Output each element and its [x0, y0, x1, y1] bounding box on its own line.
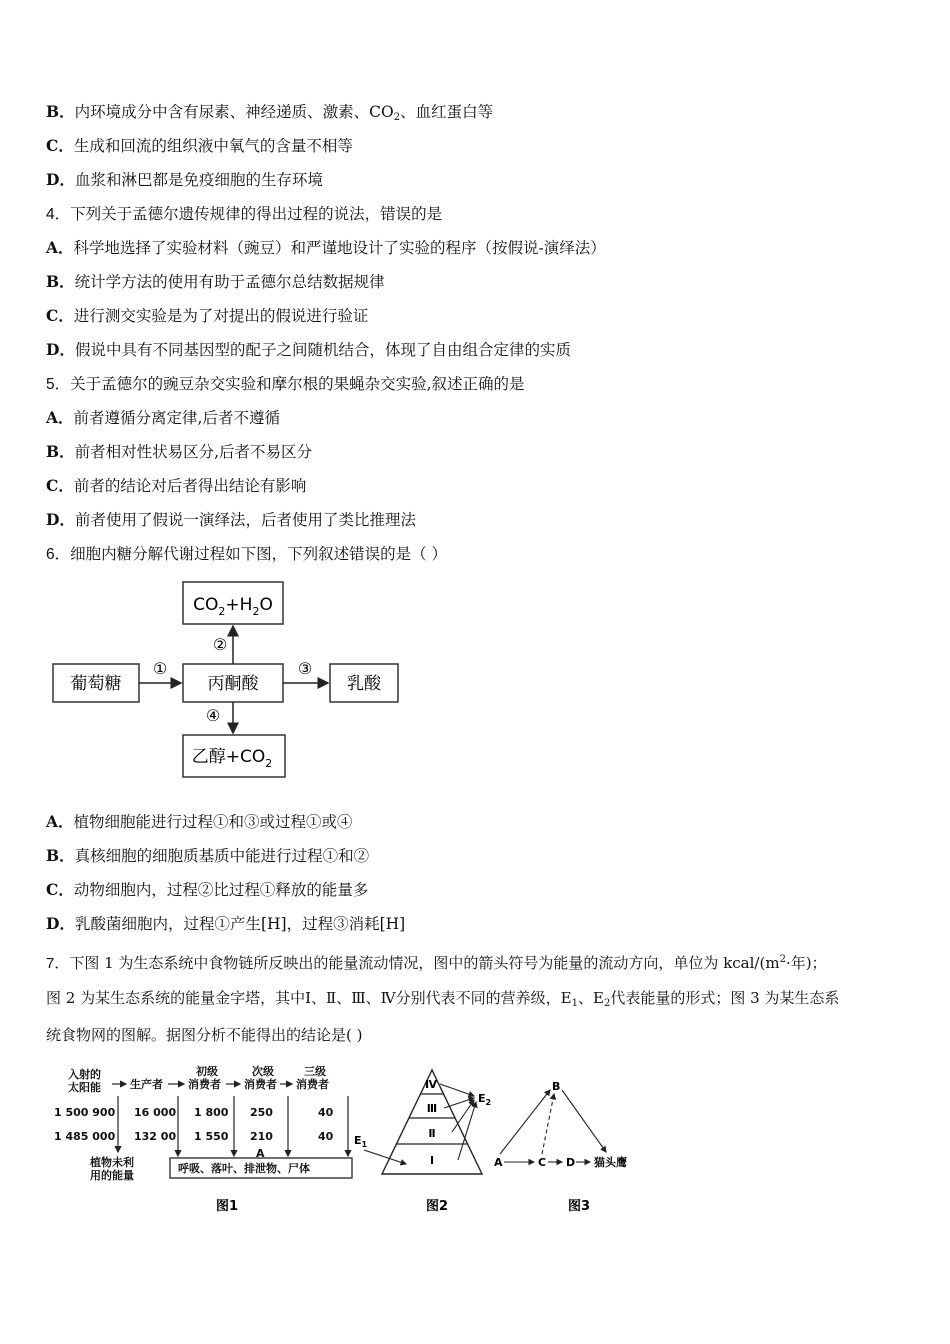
svg-text:40: 40	[318, 1106, 334, 1119]
figure-1-energy-flow	[48, 1062, 368, 1222]
svg-text:210: 210	[250, 1130, 273, 1143]
svg-text:B: B	[552, 1080, 561, 1093]
svg-text:CO2+H2O: $CO_2+H_2O$	[193, 595, 273, 618]
svg-text:250: 250	[250, 1106, 273, 1119]
svg-text:植物未利: 植物未利	[90, 1156, 134, 1169]
q4-option-d: D．假说中具有不同基因型的配子之间随机结合，体现了自由组合定律的实质	[46, 340, 571, 359]
svg-text:呼吸、落叶、排泄物、尸体: 呼吸、落叶、排泄物、尸体	[178, 1162, 310, 1175]
q4-option-c: C．进行测交实验是为了对提出的假说进行验证	[46, 306, 369, 325]
q4-option-b: B．统计学方法的使用有助于孟德尔总结数据规律	[46, 272, 385, 291]
q5-option-c: C．前者的结论对后者得出结论有影响	[46, 476, 307, 495]
svg-text:132 00: 132 00	[134, 1130, 177, 1143]
svg-text:葡萄糖: 葡萄糖	[70, 674, 122, 694]
q6-option-d: D．乳酸菌细胞内，过程①产生[H]，过程③消耗[H]	[46, 914, 406, 933]
glycolysis-diagram	[50, 578, 410, 780]
svg-text:入射的: 入射的	[68, 1068, 101, 1081]
svg-text:16 000: 16 000	[134, 1106, 177, 1119]
q7-stem-line2: 图 2 为某生态系统的能量金字塔，其中Ⅰ、Ⅱ、Ⅲ、Ⅳ分别代表不同的营养级，$E_1$、$E_2$代表能量的形式；图 3 为某生态系	[46, 989, 840, 1009]
svg-text:Ⅲ: Ⅲ	[426, 1102, 438, 1115]
svg-text:乳酸: 乳酸	[347, 674, 381, 694]
box-ethanol	[183, 735, 285, 777]
svg-text:1 550: 1 550	[194, 1130, 229, 1143]
svg-text:图1: 图1	[216, 1199, 239, 1214]
svg-text:A: A	[256, 1147, 265, 1160]
q6-stem: 6．细胞内糖分解代谢过程如下图，下列叙述错误的是（ ）	[46, 545, 448, 563]
q7-stem-line3: 统食物网的图解。据图分析不能得出的结论是( )	[46, 1026, 363, 1044]
svg-text:猫头鹰: 猫头鹰	[594, 1156, 627, 1169]
svg-text:Ⅳ: Ⅳ	[424, 1078, 438, 1091]
q3-option-d: D．血浆和淋巴都是免疫细胞的生存环境	[46, 170, 323, 189]
svg-text:丙酮酸: 丙酮酸	[207, 674, 259, 694]
q7-stem-line1: 7．下图 1 为生态系统中食物链所反映出的能量流动情况，图中的箭头符号为能量的流动方向，单位为 kcal/($m^2\cdot$年)；	[46, 954, 827, 972]
svg-text:1 500 900: 1 500 900	[54, 1106, 116, 1119]
q5-option-b: B．前者相对性状易区分,后者不易区分	[46, 442, 313, 461]
q5-option-d: D．前者使用了假说一演绎法，后者使用了类比推理法	[46, 510, 416, 529]
q6-option-b: B．真核细胞的细胞质基质中能进行过程①和②	[46, 846, 370, 865]
label-step-3: ③	[297, 659, 313, 678]
q6-option-c: C．动物细胞内，过程②比过程①释放的能量多	[46, 880, 369, 899]
svg-text:Ⅰ: Ⅰ	[429, 1154, 435, 1167]
label-step-2: ②	[212, 635, 228, 654]
box-co2-h2o	[183, 582, 283, 624]
svg-text:太阳能: 太阳能	[68, 1081, 101, 1094]
q4-stem: 4．下列关于孟德尔遗传规律的得出过程的说法，错误的是	[46, 205, 443, 223]
label-step-4: ④	[205, 706, 221, 725]
svg-text:生产者: 生产者	[130, 1078, 163, 1091]
q5-stem: 5．关于孟德尔的豌豆杂交实验和摩尔根的果蝇杂交实验,叙述正确的是	[46, 375, 525, 393]
svg-text:三级: 三级	[304, 1065, 326, 1078]
svg-text:40: 40	[318, 1130, 334, 1143]
q4-option-a: A．科学地选择了实验材料（豌豆）和严谨地设计了实验的程序（按假说-演绎法）	[46, 238, 606, 257]
q3-option-c: C．生成和回流的组织液中氧气的含量不相等	[46, 136, 353, 155]
svg-text:消费者: 消费者	[188, 1078, 221, 1091]
svg-text:次级: 次级	[252, 1065, 274, 1078]
figure-2-energy-pyramid	[352, 1066, 502, 1222]
svg-text:图2: 图2	[426, 1199, 449, 1214]
box-lactate	[330, 664, 398, 702]
svg-text:Ⅱ: Ⅱ	[428, 1127, 436, 1140]
svg-text:消费者: 消费者	[244, 1078, 277, 1091]
svg-text:用的能量: 用的能量	[90, 1169, 134, 1182]
q6-option-a: A．植物细胞能进行过程①和③或过程①或④	[46, 812, 353, 831]
svg-text:图3: 图3	[568, 1199, 591, 1214]
figure-3-food-web	[488, 1076, 648, 1222]
svg-text:A: A	[494, 1156, 503, 1169]
svg-text:E1: $E_1$	[354, 1134, 368, 1149]
box-glucose	[53, 664, 139, 702]
svg-text:1 800: 1 800	[194, 1106, 229, 1119]
q3-option-b: B．内环境成分中含有尿素、神经递质、激素、$CO_2$、血红蛋白等	[46, 102, 494, 123]
svg-text:消费者: 消费者	[296, 1078, 329, 1091]
svg-text:乙醇+CO2: 乙醇$+CO_2$	[191, 747, 273, 770]
q5-option-a: A．前者遵循分离定律,后者不遵循	[46, 408, 280, 427]
svg-text:D: D	[566, 1156, 576, 1169]
svg-text:1 485 000: 1 485 000	[54, 1130, 116, 1143]
label-step-1: ①	[152, 659, 168, 678]
svg-text:C: C	[538, 1156, 547, 1169]
svg-text:E2: $E_2$	[478, 1092, 492, 1107]
box-pyruvate	[183, 664, 283, 702]
svg-text:初级: 初级	[196, 1065, 218, 1078]
